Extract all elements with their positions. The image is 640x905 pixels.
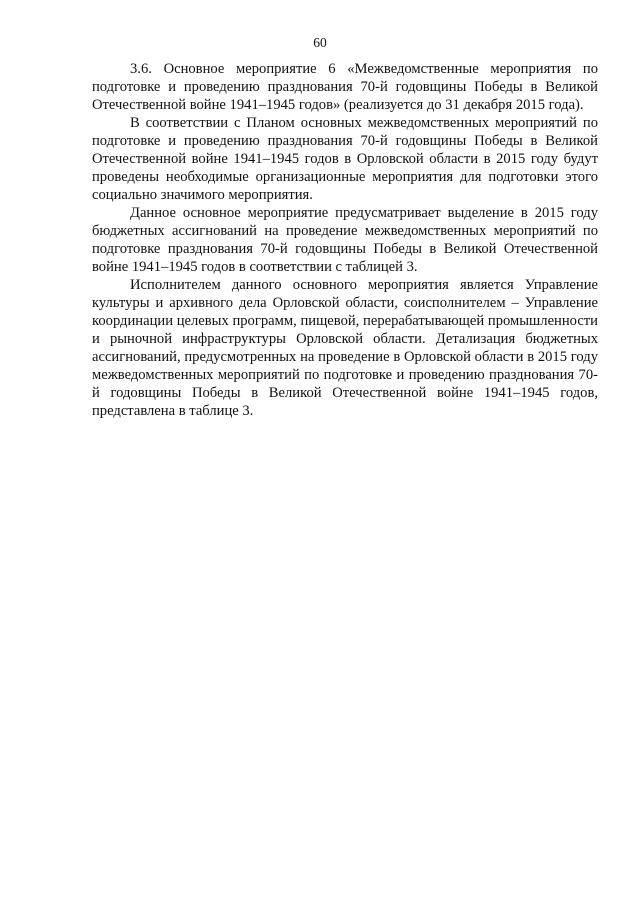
document-body xyxy=(92,60,598,420)
paragraph-executor: Исполнителем данного основного мероприятия является Управление культуры и архивного дела Орловской области, соисполнителем – Управление координации целевых программ, пищевой, перерабатывающей промышленности и рыночной инфраструктуры Орловской области. Детализация бюджетных ассигнований, предусмотренных на проведение в Орловской области в 2015 году межведомственных мероприятий по подготовке и проведению празднования 70-й годовщины Победы в Великой Отечественной войне 1941–1945 годов, представлена в таблице 3. xyxy=(92,277,598,419)
paragraph-plan-reference: В соответствии с Планом основных межведомственных мероприятий по подготовке и проведению празднования 70-й годовщины Победы в Великой Отечественной войне 1941–1945 годов в Орловской области в 2015 году будут проведены необходимые организационные мероприятия для подготовки этого социально значимого мероприятия. xyxy=(92,115,598,203)
paragraph-budget-allocation: Данное основное мероприятие предусматривает выделение в 2015 году бюджетных ассигнований на проведение межведомственных мероприятий по подготовке празднования 70-й годовщины Победы в Великой Отечественной войне 1941–1945 годов в соответствии с таблицей 3. xyxy=(92,205,598,275)
paragraph-main-event-6: 3.6. Основное мероприятие 6 «Межведомственные мероприятия по подготовке и проведению празднования 70-й годовщины Победы в Великой Отечественной войне 1941–1945 годов» (реализуется до 31 декабря 2015 года). xyxy=(92,61,598,113)
page-number: 60 xyxy=(313,35,327,50)
